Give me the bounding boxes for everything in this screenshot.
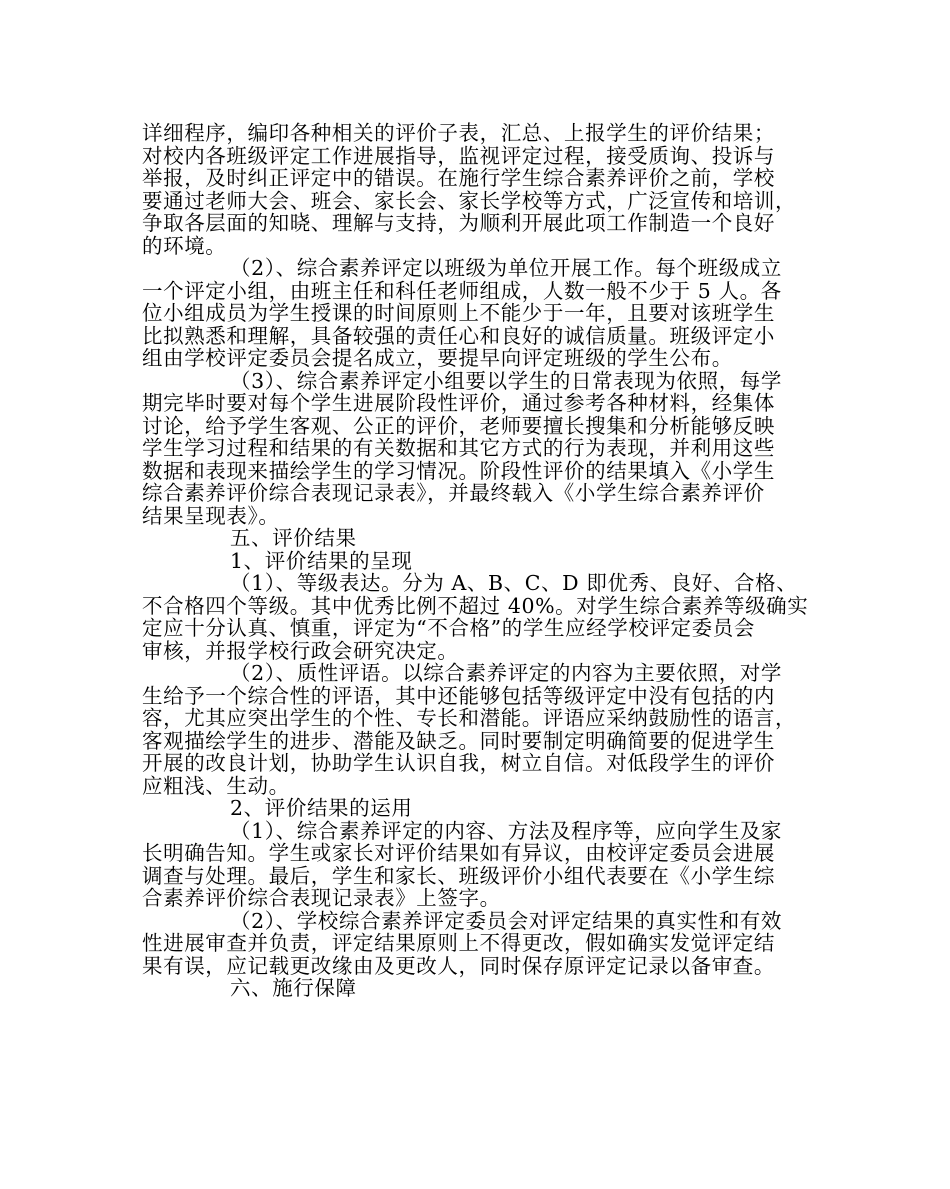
- paragraph-start-line: （3）、综合素养评定小组要以学生的日常表现为依照，每学: [230, 368, 782, 393]
- text-line: 数据和表现来描绘学生的学习情况。阶段性评价的结果填入《小学生: [142, 458, 775, 483]
- text-line: 定应十分认真、慎重，评定为“不合格”的学生应经学校评定委员会: [142, 616, 755, 640]
- text-line: 要通过老师大会、班会、家长会、家长学校等方式，广泛宣传和培训，: [142, 188, 797, 213]
- text-line: 争取各层面的知晓、理解与支持，为顺利开展此项工作制造一个良好: [142, 211, 775, 235]
- text-line: 结果呈现表》。: [142, 503, 280, 528]
- paragraph-start-line: （2）、学校综合素养评定委员会对评定结果的真实性和有效: [230, 908, 782, 933]
- text-line: 审核，并报学校行政会研究决定。: [142, 638, 459, 663]
- text-line: 调查与处理。最后，学生和家长、班级评价小组代表要在《小学生综: [142, 863, 775, 888]
- text-line: 比拟熟悉和理解，具备较强的责任心和良好的诚信质量。班级评定小: [142, 323, 775, 348]
- paragraph-start-line: （1）、等级表达。分为 A、B、C、D 即优秀、良好、合格、: [230, 571, 798, 595]
- text-line: 长明确告知。学生或家长对评价结果如有异议，由校评定委员会进展: [142, 841, 775, 865]
- text-line: 应粗浅、生动。: [142, 773, 290, 798]
- text-line: 组由学校评定委员会提名成立，要提早向评定班级的学生公布。: [142, 346, 733, 370]
- section-heading: 六、施行保障: [230, 976, 357, 1000]
- paragraph-start-line: （2）、综合素养评定以班级为单位开展工作。每个班级成立: [230, 256, 782, 280]
- text-line: 举报，及时纠正评定中的错误。在施行学生综合素养评价之前，学校: [142, 166, 775, 190]
- document-page: [142, 122, 822, 1000]
- text-line: 生给予一个综合性的评语，其中还能够包括等级评定中没有包括的内: [142, 683, 775, 708]
- text-line: 果有误，应记载更改缘由及更改人，同时保存原评定记录以备审查。: [142, 953, 775, 978]
- text-line: 的环境。: [142, 233, 227, 258]
- text-line: 一个评定小组，由班主任和科任老师组成，人数一般不少于 5 人。各: [142, 278, 782, 303]
- text-line: 不合格四个等级。其中优秀比例不超过 40%。对学生综合素养等级确实: [142, 593, 809, 618]
- text-line: 容，尤其应突出学生的个性、专长和潜能。评语应采纳鼓励性的语言，: [142, 706, 797, 730]
- text-line: 讨论，给予学生客观、公正的评价，老师要擅长搜集和分析能够反映: [142, 413, 775, 438]
- text-line: 对校内各班级评定工作进展指导，监视评定过程，接受质询、投诉与: [142, 143, 775, 168]
- text-line: 综合素养评价综合表现记录表》，并最终载入《小学生综合素养评价: [142, 481, 765, 505]
- text-line: 详细程序，编印各种相关的评价子表，汇总、上报学生的评价结果；: [142, 121, 775, 145]
- section-heading: 五、评价结果: [230, 526, 357, 550]
- text-line: 学生学习过程和结果的有关数据和其它方式的行为表现，并利用这些: [142, 436, 775, 460]
- paragraph-start-line: （1）、综合素养评定的内容、方法及程序等，应向学生及家: [230, 818, 782, 843]
- text-line: 开展的改良计划，协助学生认识自我，树立自信。对低段学生的评价: [142, 751, 775, 775]
- subsection-heading: 2、评价结果的运用: [230, 796, 413, 820]
- text-line: 客观描绘学生的进步、潜能及缺乏。同时要制定明确简要的促进学生: [142, 728, 775, 753]
- subsection-heading: 1、评价结果的呈现: [230, 548, 413, 573]
- text-line: 性进展审查并负责，评定结果原则上不得更改，假如确实发觉评定结: [142, 931, 775, 955]
- text-line: 位小组成员为学生授课的时间原则上不能少于一年，且要对该班学生: [142, 301, 775, 325]
- text-line: 期完毕时要对每个学生进展阶段性评价，通过参考各种材料，经集体: [142, 391, 775, 415]
- text-line: 合素养评价综合表现记录表》上签字。: [142, 886, 501, 910]
- paragraph-start-line: （2）、质性评语。以综合素养评定的内容为主要依照，对学: [230, 661, 782, 685]
